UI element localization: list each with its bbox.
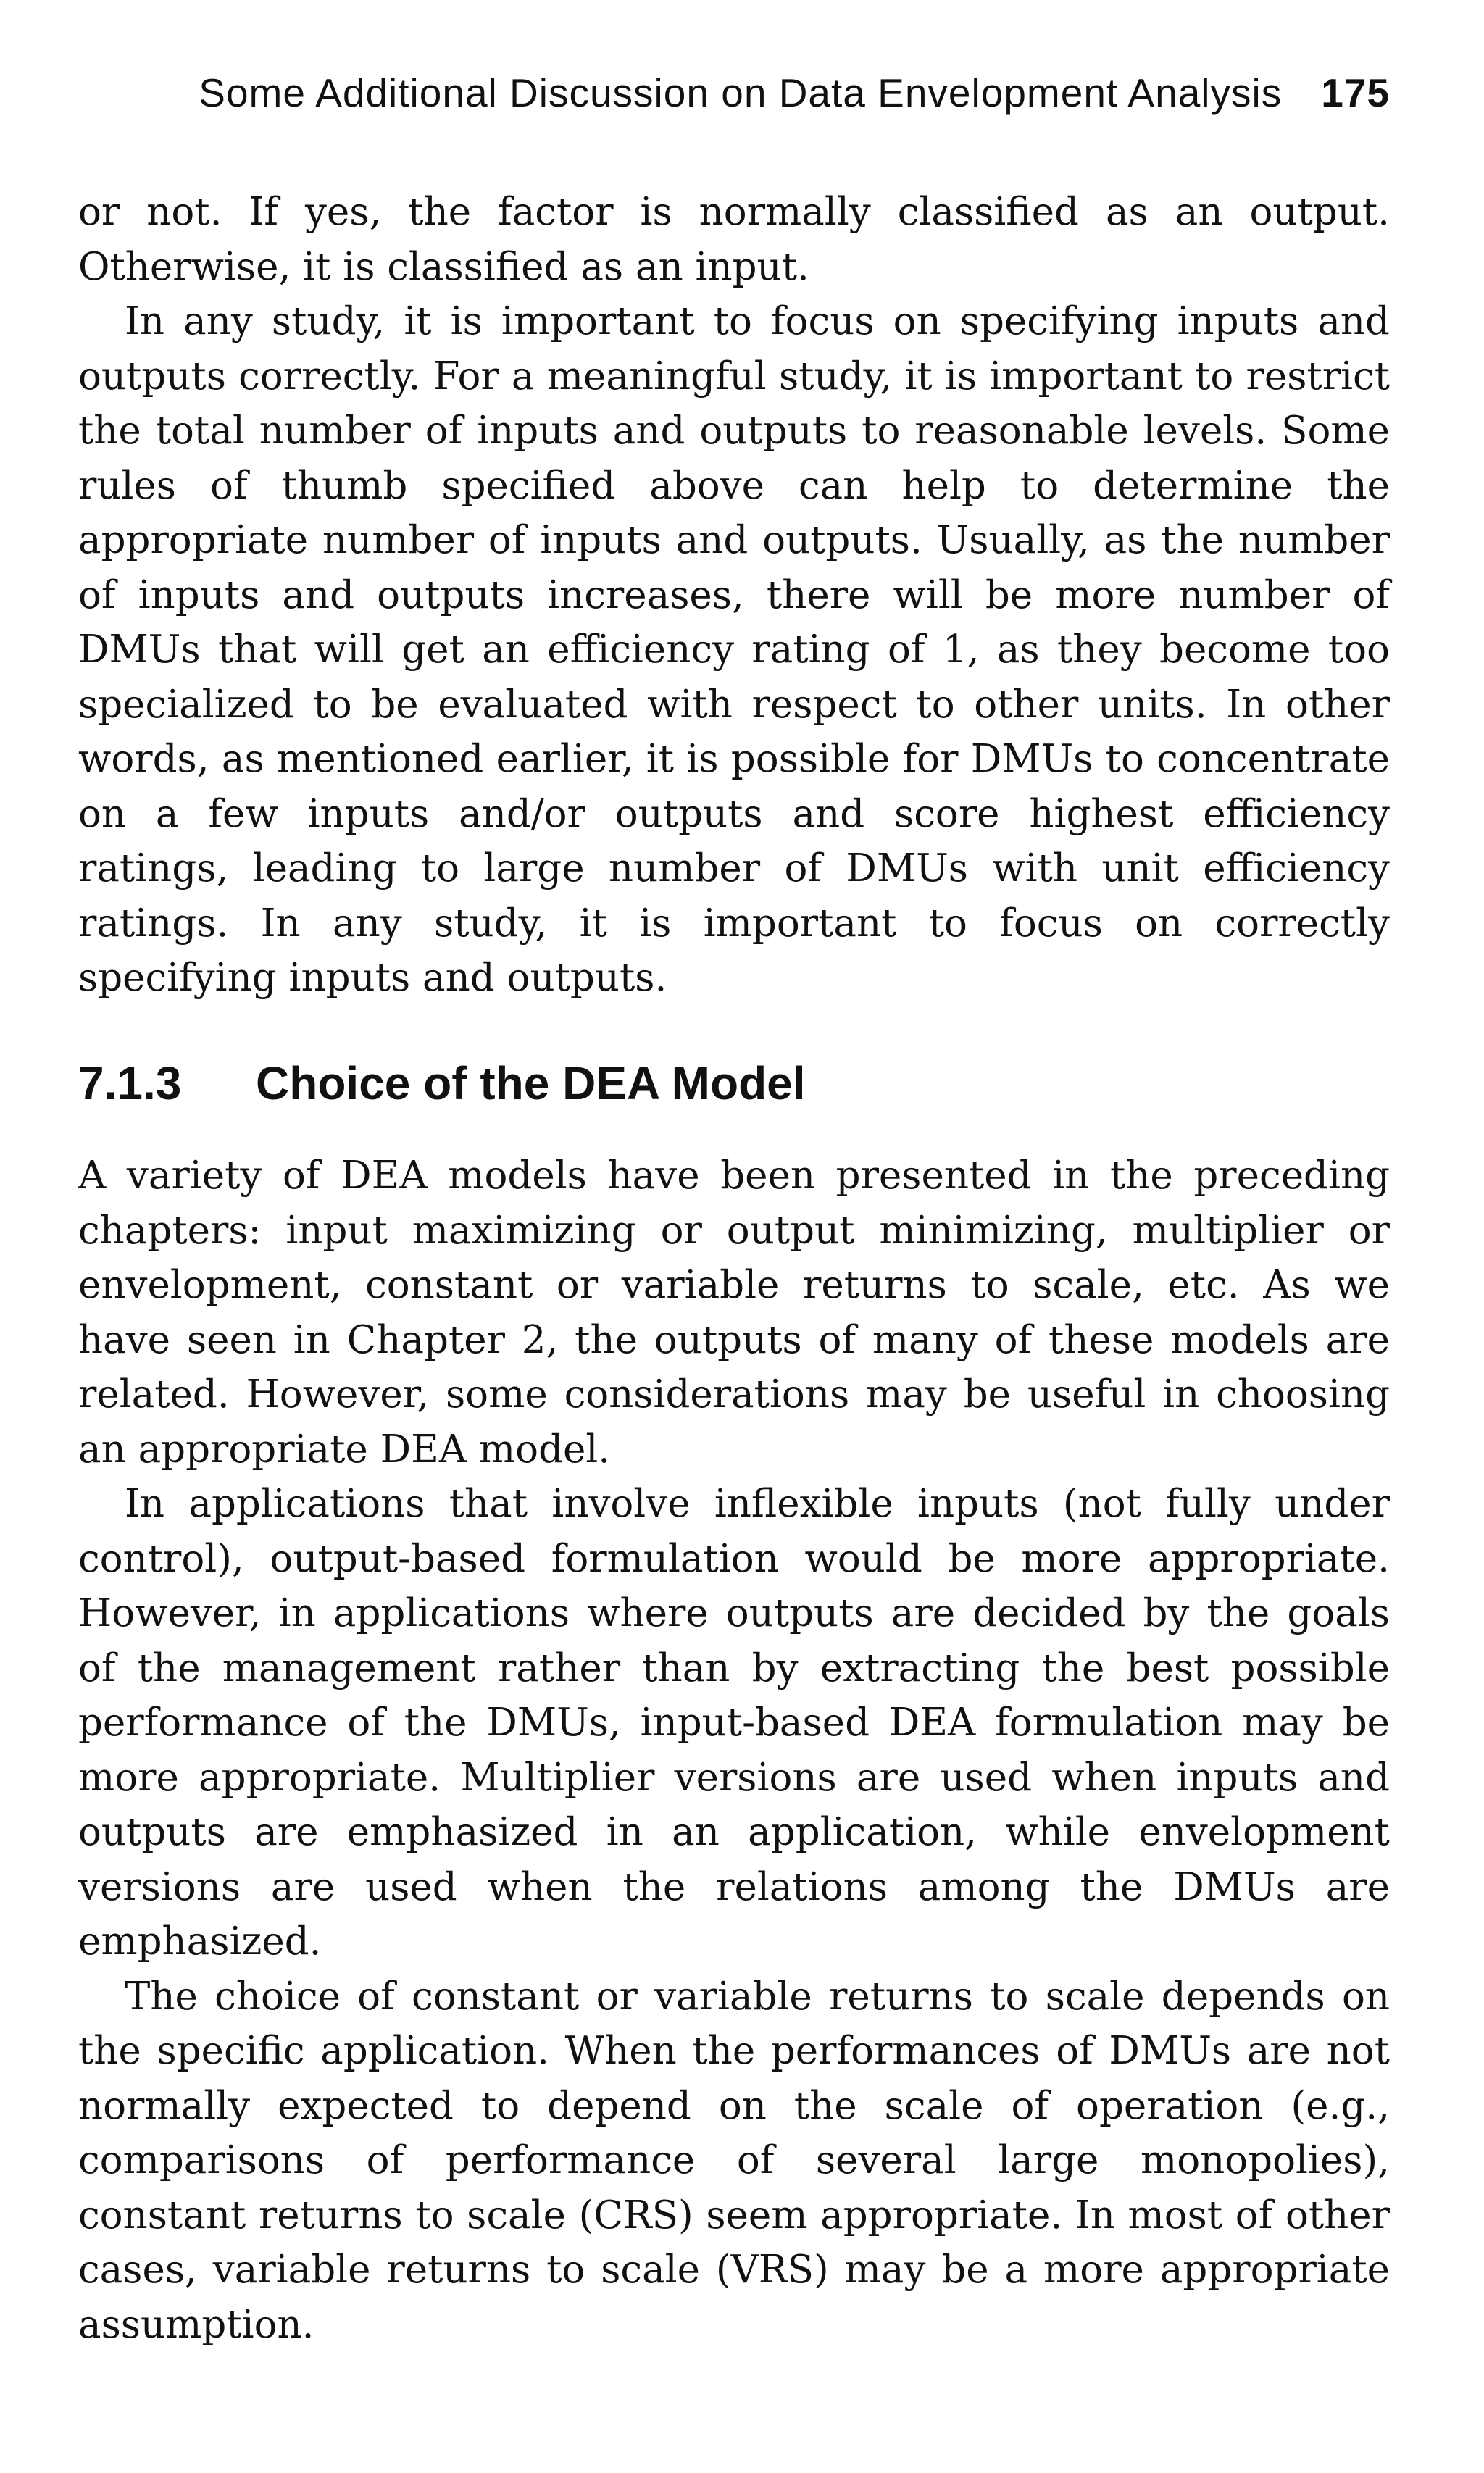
paragraph: A variety of DEA models have been presented in the preceding chapters: input maximizing or output minimizing, multiplier or envelopment, constant or variable returns to scale, etc. As we have seen in Chapter 2, the outputs of many of these models are related. However, some considerations may be useful in choosing an appropriate DEA model.: [78, 1154, 1390, 1472]
running-title: Some Additional Discussion on Data Envelopment Analysis: [199, 70, 1283, 115]
page-number: 175: [1321, 70, 1390, 115]
section-number: 7.1.3: [78, 1057, 182, 1109]
paragraph: The choice of constant or variable returns to scale depends on the specific application. When the performances of DMUs are not normally expected to depend on the scale of operation (e.g., comparisons of performance of several large monopolies), constant returns to scale (CRS) seem appropriate. In most of other cases, variable returns to scale (VRS) may be a more appropriate assumption.: [78, 1974, 1390, 2347]
paragraph: In any study, it is important to focus on specifying inputs and outputs correctly. For a meaningful study, it is important to restrict the total number of inputs and outputs to reasonable levels. Some rules of thumb specified above can help to determine the appropriate number of inputs and outputs. Usually, as the number of inputs and outputs increases, there will be more number of DMUs that will get an efficiency rating of 1, as they become too specialized to be evaluated with respect to other units. In other words, as mentioned earlier, it is possible for DMUs to concentrate on a few inputs and/or outputs and score highest efficiency ratings, leading to large number of DMUs with unit efficiency ratings. In any study, it is important to focus on correctly specifying inputs and outputs.: [78, 299, 1390, 1000]
paragraph: or not. If yes, the factor is normally classified as an output. Otherwise, it is classified as an input.: [78, 190, 1390, 289]
paragraph: In applications that involve inflexible inputs (not fully under control), output-based formulation would be more appropriate. However, in applications where outputs are decided by the goals of the management rather than by extracting the best possible performance of the DMUs, input-based DEA formulation may be more appropriate. Multiplier versions are used when inputs and outputs are emphasized in an application, while envelopment versions are used when the relations among the DMUs are emphasized.: [78, 1482, 1390, 1964]
section-title: Choice of the DEA Model: [256, 1057, 806, 1109]
body-text-after-section: [78, 1148, 1390, 2352]
body-text-before-section: [78, 185, 1390, 1006]
running-head: [78, 70, 1390, 116]
section-heading: [78, 1054, 806, 1112]
